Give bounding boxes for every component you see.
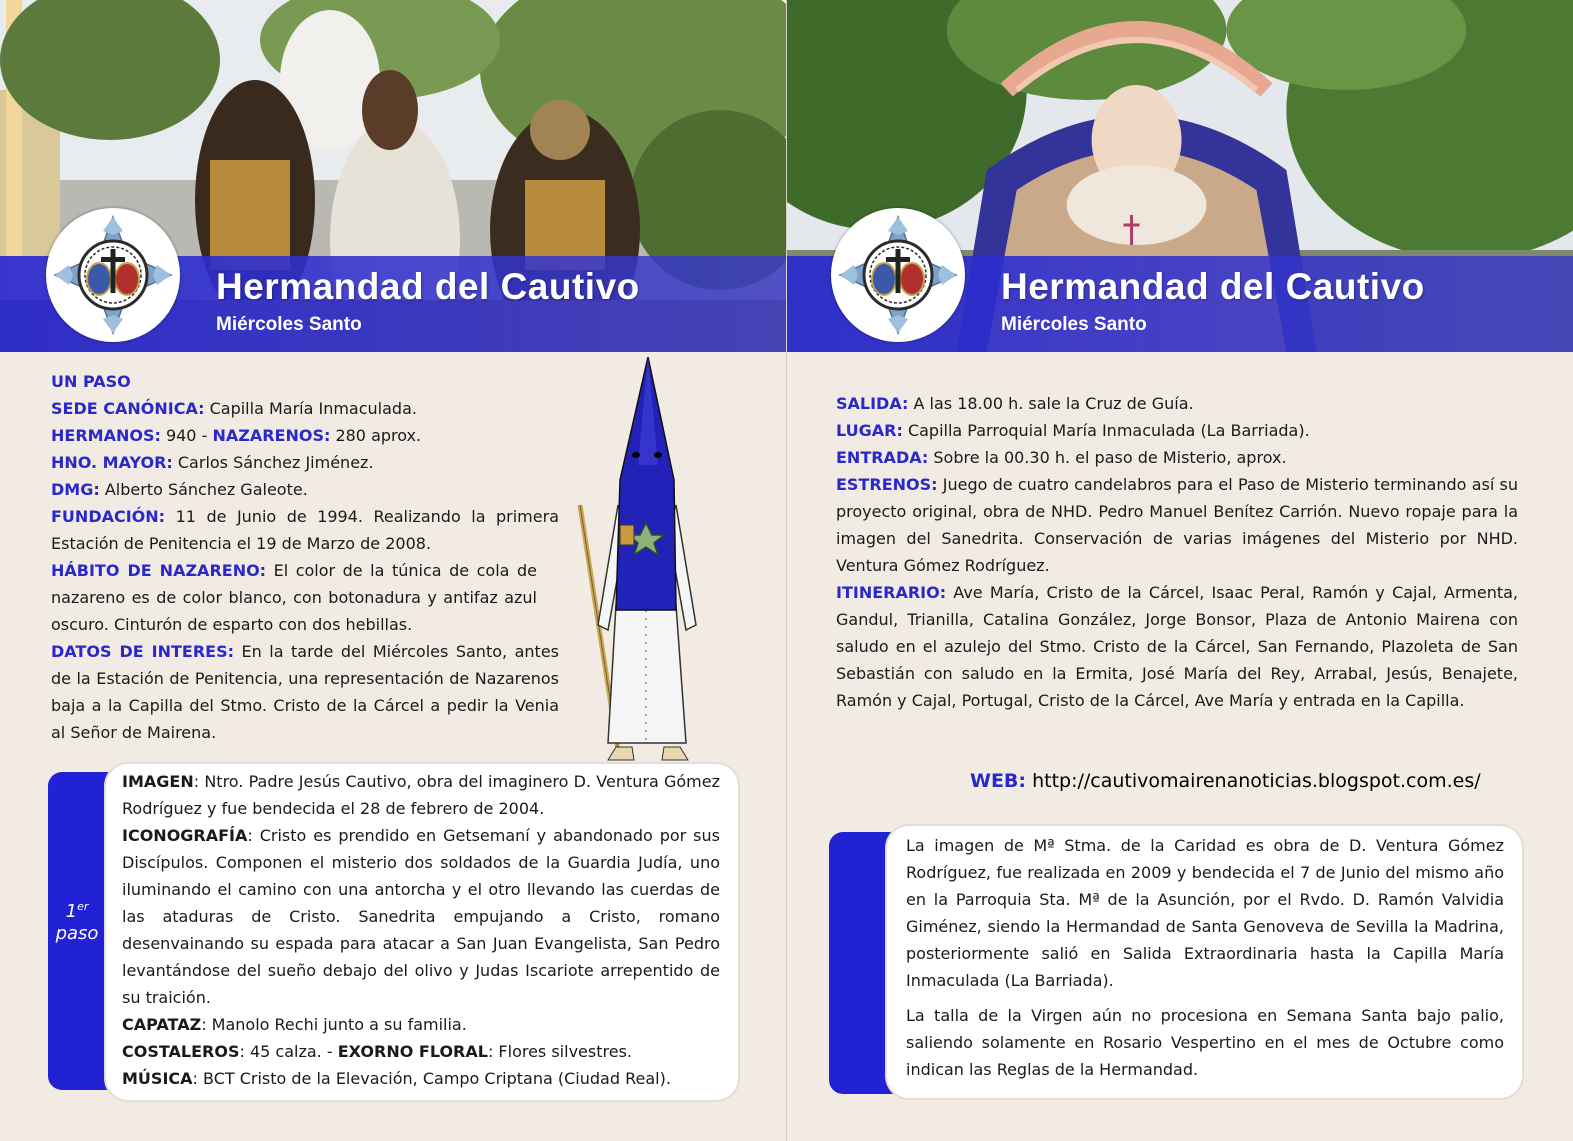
info-block-right bbox=[836, 390, 1518, 714]
habito-value: El color de la túnica de cola de nazareno es de color blanco, con botonadura y antifaz azul oscuro. Cinturón de esparto con dos hebillas. bbox=[51, 561, 538, 634]
mayor-label: HNO. MAYOR: bbox=[51, 453, 173, 472]
imagen-value: : Ntro. Padre Jesús Cautivo, obra del imaginero D. Ventura Gómez Rodríguez y fue bendecida el 28 de febrero de 2004. bbox=[122, 772, 720, 818]
iconografia-value: : Cristo es prendido en Getsemaní y abandonado por sus Discípulos. Componen el misterio dos soldados de la Guardia Judía, uno iluminando el camino con una antorcha y el otro llevando las cuerdas de las ataduras de Cristo. Sanedrita empujando a Cristo, romano desenvainando su espada para atacar a San Juan Evangelista, San Pedro levantándose del sueño debajo del olivo y Judas Iscariote arrepentido de su traición. bbox=[122, 826, 720, 1007]
hermandad-logo bbox=[46, 208, 180, 342]
dmg-value: Alberto Sánchez Galeote. bbox=[99, 480, 308, 499]
costaleros-value: : 45 calza. - bbox=[239, 1042, 338, 1061]
nazarenos-label: NAZARENOS: bbox=[212, 426, 331, 445]
salida-label: SALIDA: bbox=[836, 394, 909, 413]
page-title: Hermandad del Cautivo bbox=[216, 266, 640, 307]
virgen-card-text bbox=[906, 832, 1504, 1083]
left-page bbox=[0, 0, 786, 1141]
iconografia-label: ICONOGRAFÍA bbox=[122, 826, 248, 845]
paso-card-text bbox=[122, 768, 720, 1092]
paso-tab-label: 1er paso bbox=[55, 900, 99, 944]
dmg-label: DMG: bbox=[51, 480, 100, 499]
mayor-value: Carlos Sánchez Jiménez. bbox=[172, 453, 374, 472]
salida-value: A las 18.00 h. sale la Cruz de Guía. bbox=[908, 394, 1194, 413]
entrada-value: Sobre la 00.30 h. el paso de Misterio, aprox. bbox=[928, 448, 1287, 467]
estrenos-label: ESTRENOS: bbox=[836, 475, 938, 494]
datos-value: En la tarde del Miércoles Santo, antes de la Estación de Penitencia, una representación de Nazarenos baja a la Capilla del Stmo. Cristo de la Cárcel a pedir la Venia al Señor de Mairena. bbox=[51, 642, 559, 742]
imagen-label: IMAGEN bbox=[122, 772, 194, 791]
itinerario-label: ITINERARIO: bbox=[836, 583, 947, 602]
hermanos-value: 940 - bbox=[160, 426, 213, 445]
pasos-label: UN PASO bbox=[51, 372, 131, 391]
web-link[interactable]: http://cautivomairenanoticias.blogspot.com.es/ bbox=[1032, 770, 1481, 792]
lugar-label: LUGAR: bbox=[836, 421, 903, 440]
nazarenos-value: 280 aprox. bbox=[330, 426, 422, 445]
estrenos-value: Juego de cuatro candelabros para el Paso de Misterio terminando así su proyecto original, obra de NHD. Pedro Manuel Benítez Carrión. Nuevo ropaje para la imagen del Sanedrita. Conservación de varias imágenes del Misterio por NHD. Ventura Gómez Rodríguez. bbox=[836, 475, 1518, 575]
hermandad-logo-right bbox=[831, 208, 965, 342]
page-subtitle: Miércoles Santo bbox=[216, 314, 362, 335]
sede-label: SEDE CANÓNICA: bbox=[51, 399, 205, 418]
web-label: WEB: bbox=[970, 770, 1027, 792]
costaleros-label: COSTALEROS bbox=[122, 1042, 240, 1061]
fundacion-label: FUNDACIÓN: bbox=[51, 507, 166, 526]
datos-label: DATOS DE INTERES: bbox=[51, 642, 234, 661]
web-line bbox=[970, 770, 1481, 792]
entrada-label: ENTRADA: bbox=[836, 448, 929, 467]
hermandad-crest-icon bbox=[46, 208, 180, 342]
info-block bbox=[51, 368, 559, 746]
habito-label: HÁBITO DE NAZARENO: bbox=[51, 561, 267, 580]
virgen-paragraph-1: La imagen de Mª Stma. de la Caridad es obra de D. Ventura Gómez Rodríguez, fue realizada en 2009 y bendecida el 7 de Junio del mismo año en la Parroquia Sta. Mª de la Asunción, por el Rvdo. D. Ramón Valvidia Giménez, siendo la Hermandad de Santa Genoveva de Sevilla la Madrina, posteriormente salió en Salida Extraordinaria hasta la Capilla María Inmaculada (La Barriada). bbox=[906, 836, 1504, 990]
right-page bbox=[786, 0, 1573, 1141]
page-title-right: Hermandad del Cautivo bbox=[1001, 266, 1425, 307]
musica-label: MÚSICA bbox=[122, 1069, 193, 1088]
exorno-value: : Flores silvestres. bbox=[487, 1042, 632, 1061]
exorno-label: EXORNO FLORAL bbox=[337, 1042, 488, 1061]
capataz-value: : Manolo Rechi junto a su familia. bbox=[201, 1015, 467, 1034]
virgen-paragraph-2: La talla de la Virgen aún no procesiona en Semana Santa bajo palio, saliendo solamente en Rosario Vespertino en el mes de Octubre como indican las Reglas de la Hermandad. bbox=[906, 1006, 1504, 1079]
hermanos-label: HERMANOS: bbox=[51, 426, 161, 445]
fundacion-value: 11 de Junio de 1994. Realizando la primera Estación de Penitencia el 19 de Marzo de 2008. bbox=[51, 507, 559, 553]
musica-value: : BCT Cristo de la Elevación, Campo Criptana (Ciudad Real). bbox=[192, 1069, 671, 1088]
capataz-label: CAPATAZ bbox=[122, 1015, 202, 1034]
itinerario-value: Ave María, Cristo de la Cárcel, Isaac Peral, Ramón y Cajal, Armenta, Gandul, Trianilla, Catalina González, Jorge Bonsor, Plaza de Antonio Mairena con saludo en el azulejo del Stmo. Cristo de la Cárcel, San Fernando, Plazoleta de San Sebastián con saludo en la Ermita, José María del Rey, Arrabal, Jesús, Benajete, Ramón y Cajal, Portugal, Cristo de la Cárcel, Ave María y entrada en la Capilla. bbox=[836, 583, 1518, 710]
sede-value: Capilla María Inmaculada. bbox=[204, 399, 417, 418]
page-subtitle-right: Miércoles Santo bbox=[1001, 314, 1147, 335]
nazareno-illustration bbox=[568, 355, 708, 765]
hermandad-crest-icon bbox=[831, 208, 965, 342]
lugar-value: Capilla Parroquial María Inmaculada (La Barriada). bbox=[902, 421, 1310, 440]
